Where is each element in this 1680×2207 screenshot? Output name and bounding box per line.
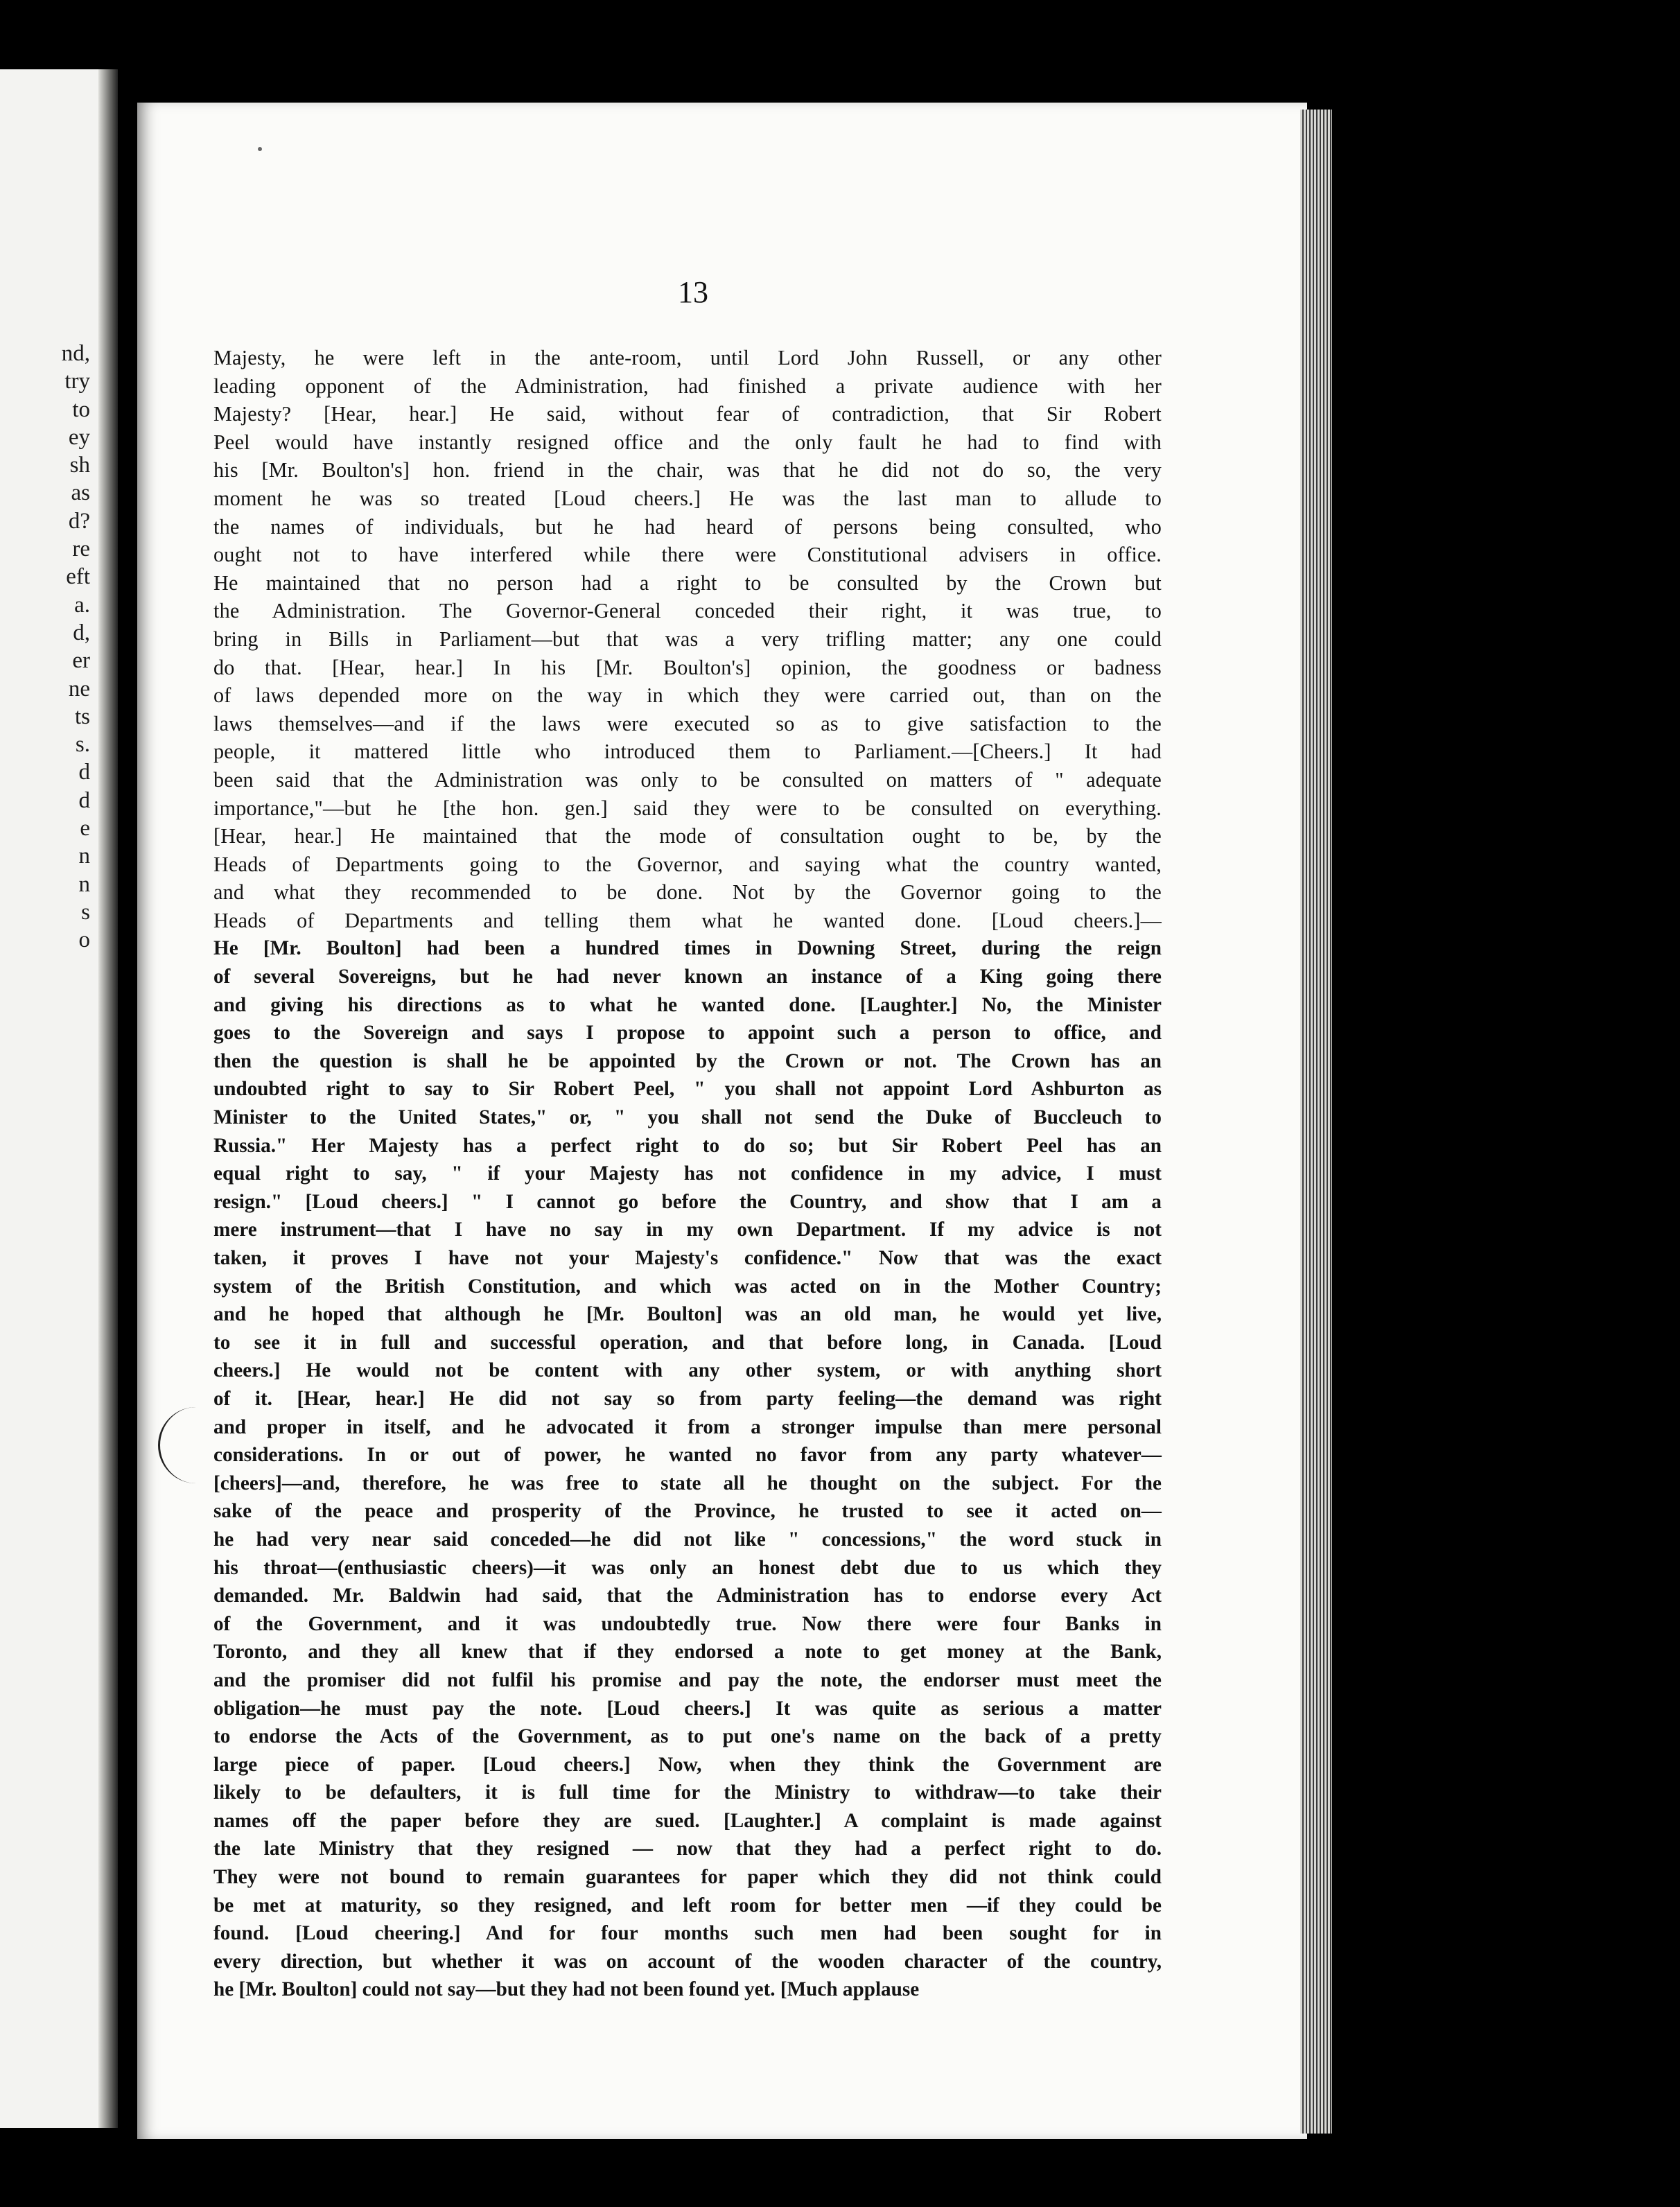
facing-page-fragment: ne — [68, 676, 90, 701]
text-line: of the Government, and it was undoubtedly true. Now there were four Banks in — [213, 1612, 1162, 1635]
body-text — [213, 344, 1162, 2004]
text-line: system of the British Constitution, and which was acted on in the Mother Country; — [213, 1275, 1162, 1298]
text-line: and giving his directions as to what he wanted done. [Laughter.] No, the Minister — [213, 993, 1162, 1016]
page-number: 13 — [678, 275, 708, 309]
text-line: he [Mr. Boulton] could not say—but they had not been found yet. [Much applause — [213, 1978, 920, 2001]
facing-page-fragment: s — [81, 899, 90, 925]
page-edges — [1300, 110, 1332, 2134]
text-line: Heads of Departments going to the Governor, and saying what the country wanted, — [213, 852, 1162, 876]
text-line: Minister to the United States," or, " you shall not send the Duke of Buccleuch to — [213, 1106, 1162, 1129]
facing-page-fragment: nd, — [61, 341, 90, 366]
text-line: and what they recommended to be done. Not by the Governor going to the — [213, 880, 1162, 905]
page-speck — [258, 147, 262, 151]
text-line: obligation—he must pay the note. [Loud cheers.] It was quite as serious a matter — [213, 1697, 1162, 1720]
facing-page-fragment: ey — [68, 424, 90, 450]
text-line: people, it mattered little who introduced them to Parliament.—[Cheers.] It had — [213, 740, 1162, 764]
facing-page-fragment: d — [78, 787, 90, 813]
text-line: names off the paper before they are sued. [Laughter.] A complaint is made against — [213, 1809, 1162, 1832]
facing-page-fragment: d? — [68, 508, 90, 534]
text-line: leading opponent of the Administration, had finished a private audience with her — [213, 374, 1162, 398]
facing-page — [0, 69, 118, 2128]
facing-page-fragment: eft — [66, 564, 90, 590]
text-line: Toronto, and they all knew that if they endorsed a note to get money at the Bank, — [213, 1641, 1162, 1664]
facing-page-fragment: s. — [75, 732, 90, 758]
text-line: likely to be defaulters, it is full time for the Ministry to withdraw—to take their — [213, 1781, 1162, 1804]
text-line: They were not bound to remain guarantees for paper which they did not think could — [213, 1866, 1162, 1889]
text-line: his [Mr. Boulton's] hon. friend in the chair, was that he did not do so, the very — [213, 458, 1162, 482]
text-line: moment he was so treated [Loud cheers.] He was the last man to allude to — [213, 486, 1162, 510]
text-line: the names of individuals, but he had heard of persons being consulted, who — [213, 514, 1162, 539]
text-line: equal right to say, " if your Majesty has not confidence in my advice, I must — [213, 1162, 1162, 1185]
facing-page-fragment: d, — [73, 620, 90, 645]
text-line: every direction, but whether it was on account of the wooden character of the country, — [213, 1950, 1162, 1973]
facing-page-fragment: sh — [69, 453, 90, 478]
facing-page-fragment: o — [78, 927, 90, 953]
text-line: He [Mr. Boulton] had been a hundred times in Downing Street, during the reign — [213, 937, 1162, 960]
text-line: and proper in itself, and he advocated it from a stronger impulse than mere personal — [213, 1415, 1162, 1438]
text-line: demanded. Mr. Baldwin had said, that the Administration has to endorse every Act — [213, 1585, 1162, 1607]
text-line: he had very near said conceded—he did not like " concessions," the word stuck in — [213, 1528, 1162, 1551]
text-line: undoubted right to say to Sir Robert Peel, " you shall not appoint Lord Ashburton as — [213, 1078, 1162, 1101]
text-line: the Administration. The Governor-General conceded their right, it was true, to — [213, 599, 1162, 623]
text-line: mere instrument—that I have no say in my own Department. If my advice is not — [213, 1219, 1162, 1241]
text-line: be met at maturity, so they resigned, and left room for better men —if they could be — [213, 1894, 1162, 1917]
facing-page-fragment: er — [72, 648, 90, 674]
facing-page-fragment: a. — [74, 592, 90, 618]
text-line: found. [Loud cheering.] And for four months such men had been sought for in — [213, 1922, 1162, 1945]
text-line: importance,"—but he [the hon. gen.] said they were to be consulted on everything. — [213, 796, 1162, 820]
binding-gutter — [98, 69, 118, 2128]
facing-page-fragment: to — [72, 396, 90, 422]
facing-page-fragment: ts — [74, 704, 90, 729]
facing-page-fragment: n — [78, 871, 90, 897]
text-line: of laws depended more on the way in which they were carried out, than on the — [213, 683, 1162, 708]
facing-page-fragment: try — [64, 369, 90, 394]
text-line: and he hoped that although he [Mr. Boulton] was an old man, he would yet live, — [213, 1303, 1162, 1326]
text-line: large piece of paper. [Loud cheers.] Now, when they think the Government are — [213, 1753, 1162, 1776]
text-line: been said that the Administration was only to be consulted on matters of " adequate — [213, 767, 1162, 792]
text-line: bring in Bills in Parliament—but that was a very trifling matter; any one could — [213, 627, 1162, 651]
text-line: of several Sovereigns, but he had never known an instance of a King going there — [213, 966, 1162, 988]
text-line: of it. [Hear, hear.] He did not say so from party feeling—the demand was right — [213, 1387, 1162, 1410]
text-line: and the promiser did not fulfil his promise and pay the note, the endorser must meet the — [213, 1668, 1162, 1691]
text-line: cheers.] He would not be content with any other system, or with anything short — [213, 1359, 1162, 1382]
facing-page-fragment: d — [78, 760, 90, 785]
text-line: Russia." Her Majesty has a perfect right to do so; but Sir Robert Peel has an — [213, 1134, 1162, 1157]
text-line: Majesty? [Hear, hear.] He said, without fear of contradiction, that Sir Robert — [213, 402, 1162, 426]
facing-page-text — [0, 340, 90, 954]
text-line: sake of the peace and prosperity of the Province, he trusted to see it acted on— — [213, 1500, 1162, 1523]
text-line: taken, it proves I have not your Majesty's confidence." Now that was the exact — [213, 1247, 1162, 1269]
facing-page-fragment: n — [78, 844, 90, 869]
facing-page-fragment: re — [72, 537, 90, 562]
text-line: [cheers]—and, therefore, he was free to state all he thought on the subject. For the — [213, 1472, 1162, 1494]
text-line: [Hear, hear.] He maintained that the mode of consultation ought to be, by the — [213, 824, 1162, 848]
text-line: to see it in full and successful operation, and that before long, in Canada. [Loud — [213, 1331, 1162, 1354]
text-line: the late Ministry that they resigned — now that they had a perfect right to do. — [213, 1838, 1162, 1860]
text-line: Majesty, he were left in the ante-room, until Lord John Russell, or any other — [213, 346, 1162, 369]
text-line: goes to the Sovereign and says I propose to appoint such a person to office, and — [213, 1022, 1162, 1045]
text-line: considerations. In or out of power, he wanted no favor from any party whatever— — [213, 1444, 1162, 1467]
text-line: laws themselves—and if the laws were executed so as to give satisfaction to the — [213, 711, 1162, 735]
text-line: resign." [Loud cheers.] " I cannot go before the Country, and show that I am a — [213, 1190, 1162, 1213]
text-line: Heads of Departments and telling them what he wanted done. [Loud cheers.]— — [213, 908, 1162, 932]
text-line: his throat—(enthusiastic cheers)—it was only an honest debt due to us which they — [213, 1556, 1162, 1579]
text-line: then the question is shall he be appointed by the Crown or not. The Crown has an — [213, 1049, 1162, 1072]
text-line: He maintained that no person had a right to be consulted by the Crown but — [213, 570, 1162, 595]
text-line: to endorse the Acts of the Government, as to put one's name on the back of a pretty — [213, 1725, 1162, 1748]
text-line: do that. [Hear, hear.] In his [Mr. Boulton's] opinion, the goodness or badness — [213, 655, 1162, 679]
text-line: ought not to have interfered while there were Constitutional advisers in office. — [213, 543, 1162, 567]
facing-page-fragment: as — [71, 480, 90, 506]
facing-page-fragment: e — [80, 816, 90, 841]
text-line: Peel would have instantly resigned office and the only fault he had to find with — [213, 430, 1162, 454]
